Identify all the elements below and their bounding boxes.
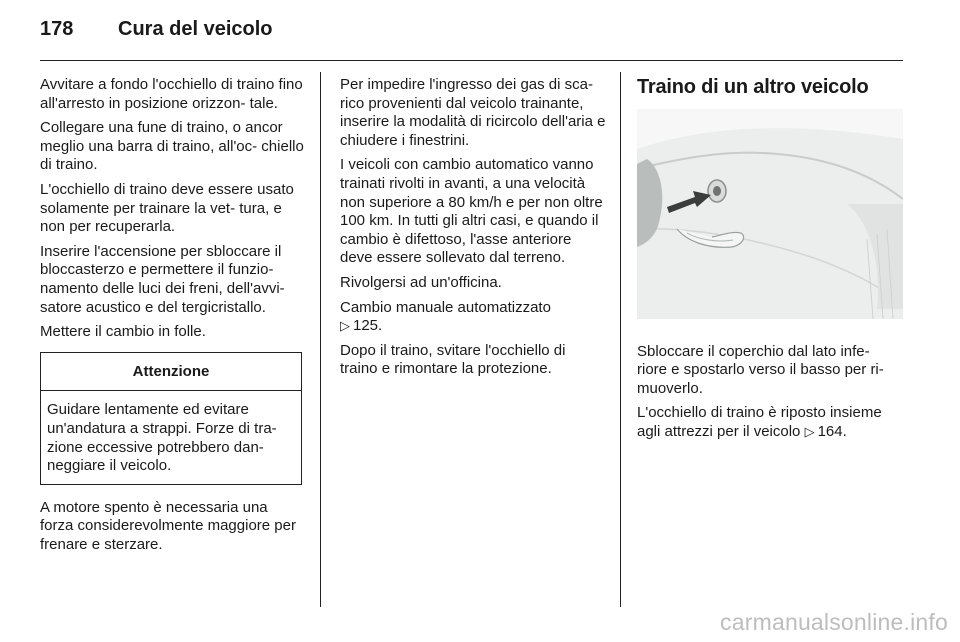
page-reference-icon: ▷ — [804, 423, 815, 439]
reference-page: 125. — [353, 317, 383, 335]
section-title: Traino di un altro veicolo — [637, 76, 869, 98]
warning-body: Guidare lentamente ed evitare un'andatura a strappi. Forze di tra‑ zione eccessive potrebbero dan‑ neggiare il veicolo. — [47, 401, 277, 475]
paragraph: I veicoli con cambio automatico vanno trainati rivolti in avanti, a una velocità non superiore a 80 km/h e per non oltre 100 km. In tutti gli altri casi, e quando il cambio è difettoso, l'asse anteriore deve essere sollevato dal terreno. — [340, 156, 603, 267]
reference-text: L'occhiello di traino è riposto insieme agli attrezzi per il veicolo — [637, 404, 882, 440]
column-divider — [620, 72, 621, 607]
paragraph: Avvitare a fondo l'occhiello di traino fino all'arresto in posizione orizzon‑ tale. — [40, 76, 303, 112]
warning-box — [40, 352, 302, 485]
column-left — [40, 76, 304, 560]
paragraph: Per impedire l'ingresso dei gas di sca‑ rico provenienti dal veicolo trainante, inserire la modalità di ricircolo dell'aria e chiudere i finestrini. — [340, 76, 606, 149]
paragraph: Dopo il traino, svitare l'occhiello di traino e rimontare la protezione. — [340, 341, 566, 378]
watermark: carmanualsonline.info — [720, 609, 948, 635]
paragraph-with-reference — [637, 404, 903, 441]
warning-title: Attenzione — [41, 353, 301, 392]
page-number: 178 — [40, 18, 74, 40]
paragraph: Inserire l'accensione per sbloccare il bloccasterzo e permettere il funzio‑ namento delle luci dei freni, dell'avvi‑ satore acustico e del tergicristallo. — [40, 242, 285, 316]
paragraph: Rivolgersi ad un'officina. — [340, 273, 502, 291]
page-title: Cura del veicolo — [118, 18, 273, 40]
towing-eye-cover-illustration — [637, 109, 903, 319]
paragraph: A motore spento è necessaria una forza considerevolmente maggiore per frenare e sterzare. — [40, 498, 296, 553]
paragraph-with-reference — [340, 299, 606, 336]
page-reference-icon: ▷ — [340, 318, 350, 334]
reference-text: Cambio manuale automatizzato — [340, 298, 551, 316]
header-rule — [40, 60, 903, 61]
column-right — [637, 76, 903, 448]
page-header — [40, 18, 273, 48]
column-divider — [320, 72, 321, 607]
paragraph: Collegare una fune di traino, o ancor meglio una barra di traino, all'oc‑ chiello di traino. — [40, 119, 304, 174]
paragraph: Sbloccare il coperchio dal lato infe‑ riore e spostarlo verso il basso per ri‑ muoverlo. — [637, 342, 884, 397]
reference-page: 164. — [817, 422, 847, 440]
paragraph: Mettere il cambio in folle. — [40, 323, 206, 341]
column-middle — [340, 76, 606, 385]
paragraph: L'occhiello di traino deve essere usato solamente per trainare la vet‑ tura, e non per recuperarla. — [40, 180, 294, 236]
